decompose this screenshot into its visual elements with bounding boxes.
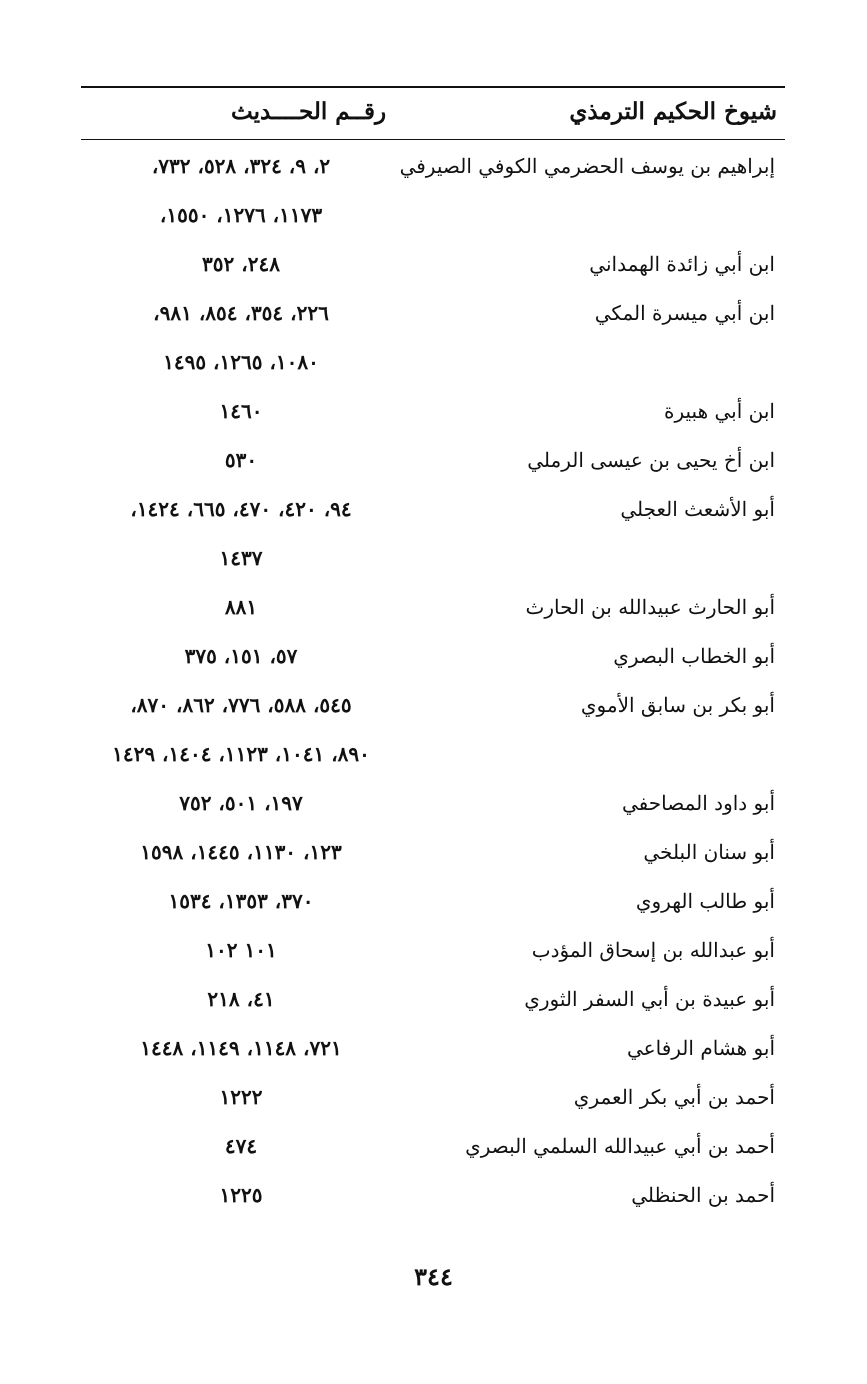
- sheikh-name: أبو طالب الهروي: [635, 889, 775, 913]
- sheikh-name: أبو الحارث عبيدالله بن الحارث: [525, 595, 775, 619]
- table-row: [81, 387, 785, 436]
- sheikh-name: أبو هشام الرفاعي: [627, 1036, 775, 1060]
- hadith-numbers: ٥٤٥، ٥٨٨، ٧٧٦، ٨٦٢، ٨٧٠،: [130, 693, 352, 717]
- index-rows: [81, 142, 785, 1220]
- hadith-numbers: ٨٨١: [224, 595, 258, 619]
- hadith-numbers: ٨٩٠، ١٠٤١، ١١٢٣، ١٤٠٤، ١٤٢٩: [112, 742, 370, 766]
- table-row: [81, 926, 785, 975]
- header-name-label: شيوخ الحكيم الترمذي: [569, 98, 777, 125]
- sheikh-name: أحمد بن أبي بكر العمري: [573, 1085, 775, 1109]
- table-row: [81, 240, 785, 289]
- table-row: [81, 583, 785, 632]
- hadith-numbers: ٢، ٩، ٣٢٤، ٥٢٨، ٧٣٢،: [151, 154, 331, 178]
- table-row: [81, 632, 785, 681]
- sheikh-name: أحمد بن الحنظلي: [631, 1183, 775, 1207]
- hadith-numbers: ٥٧، ١٥١، ٣٧٥: [184, 644, 298, 668]
- sheikh-name: أبو عبدالله بن إسحاق المؤدب: [531, 938, 775, 962]
- table-row: [81, 1073, 785, 1122]
- sheikh-name: أبو الأشعث العجلي: [620, 497, 775, 521]
- sheikh-name: أبو الخطاب البصري: [613, 644, 775, 668]
- hadith-numbers: ١٢٣، ١١٣٠، ١٤٤٥، ١٥٩٨: [140, 840, 342, 864]
- header-top-rule: [81, 86, 785, 88]
- hadith-numbers: ١٢٢٥: [219, 1183, 263, 1207]
- table-row: [81, 730, 785, 779]
- hadith-numbers: ١٤٦٠: [219, 399, 263, 423]
- hadith-numbers: ١٠١ ١٠٢: [205, 938, 277, 962]
- hadith-numbers: ٥٣٠: [224, 448, 258, 472]
- header-number-label: رقــم الحــــديث: [231, 98, 387, 125]
- hadith-numbers: ٤٧٤: [224, 1134, 258, 1158]
- table-row: [81, 779, 785, 828]
- hadith-numbers: ٩٤، ٤٢٠، ٤٧٠، ٦٦٥، ١٤٢٤،: [130, 497, 352, 521]
- sheikh-name: أبو سنان البلخي: [643, 840, 775, 864]
- page-number: ٣٤٤: [414, 1262, 453, 1291]
- table-row: [81, 877, 785, 926]
- header-bottom-rule: [81, 139, 785, 140]
- table-row: [81, 1024, 785, 1073]
- sheikh-name: أبو عبيدة بن أبي السفر الثوري: [524, 987, 775, 1011]
- table-row: [81, 534, 785, 583]
- hadith-numbers: ٢٤٨، ٣٥٢: [202, 252, 280, 276]
- sheikh-name: أبو داود المصاحفي: [622, 791, 775, 815]
- table-row: [81, 142, 785, 191]
- table-row: [81, 338, 785, 387]
- table-row: [81, 975, 785, 1024]
- hadith-numbers: ٣٧٠، ١٣٥٣، ١٥٣٤: [168, 889, 314, 913]
- table-row: [81, 1122, 785, 1171]
- hadith-numbers: ١٩٧، ٥٠١، ٧٥٢: [179, 791, 303, 815]
- table-row: [81, 436, 785, 485]
- sheikh-name: ابن أبي هبيرة: [664, 399, 775, 423]
- hadith-numbers: ٧٢١، ١١٤٨، ١١٤٩، ١٤٤٨: [140, 1036, 342, 1060]
- hadith-numbers: ١١٧٣، ١٢٧٦، ١٥٥٠،: [159, 203, 323, 227]
- sheikh-name: ابن أبي زائدة الهمداني: [589, 252, 775, 276]
- table-row: [81, 191, 785, 240]
- sheikh-name: ابن أخ يحيى بن عيسى الرملي: [527, 448, 775, 472]
- table-row: [81, 1171, 785, 1220]
- table-row: [81, 828, 785, 877]
- hadith-numbers: ١٢٢٢: [219, 1085, 263, 1109]
- sheikh-name: إبراهيم بن يوسف الحضرمي الكوفي الصيرفي: [399, 154, 775, 178]
- hadith-numbers: ٤١، ٢١٨: [207, 987, 275, 1011]
- table-row: [81, 289, 785, 338]
- sheikh-name: أحمد بن أبي عبيدالله السلمي البصري: [465, 1134, 775, 1158]
- sheikh-name: أبو بكر بن سابق الأموي: [580, 693, 775, 717]
- hadith-numbers: ٢٢٦، ٣٥٤، ٨٥٤، ٩٨١،: [153, 301, 329, 325]
- hadith-numbers: ١٤٣٧: [219, 546, 263, 570]
- table-row: [81, 681, 785, 730]
- hadith-numbers: ١٠٨٠، ١٢٦٥، ١٤٩٥: [163, 350, 319, 374]
- table-header: [81, 92, 785, 136]
- sheikh-name: ابن أبي ميسرة المكي: [594, 301, 775, 325]
- table-row: [81, 485, 785, 534]
